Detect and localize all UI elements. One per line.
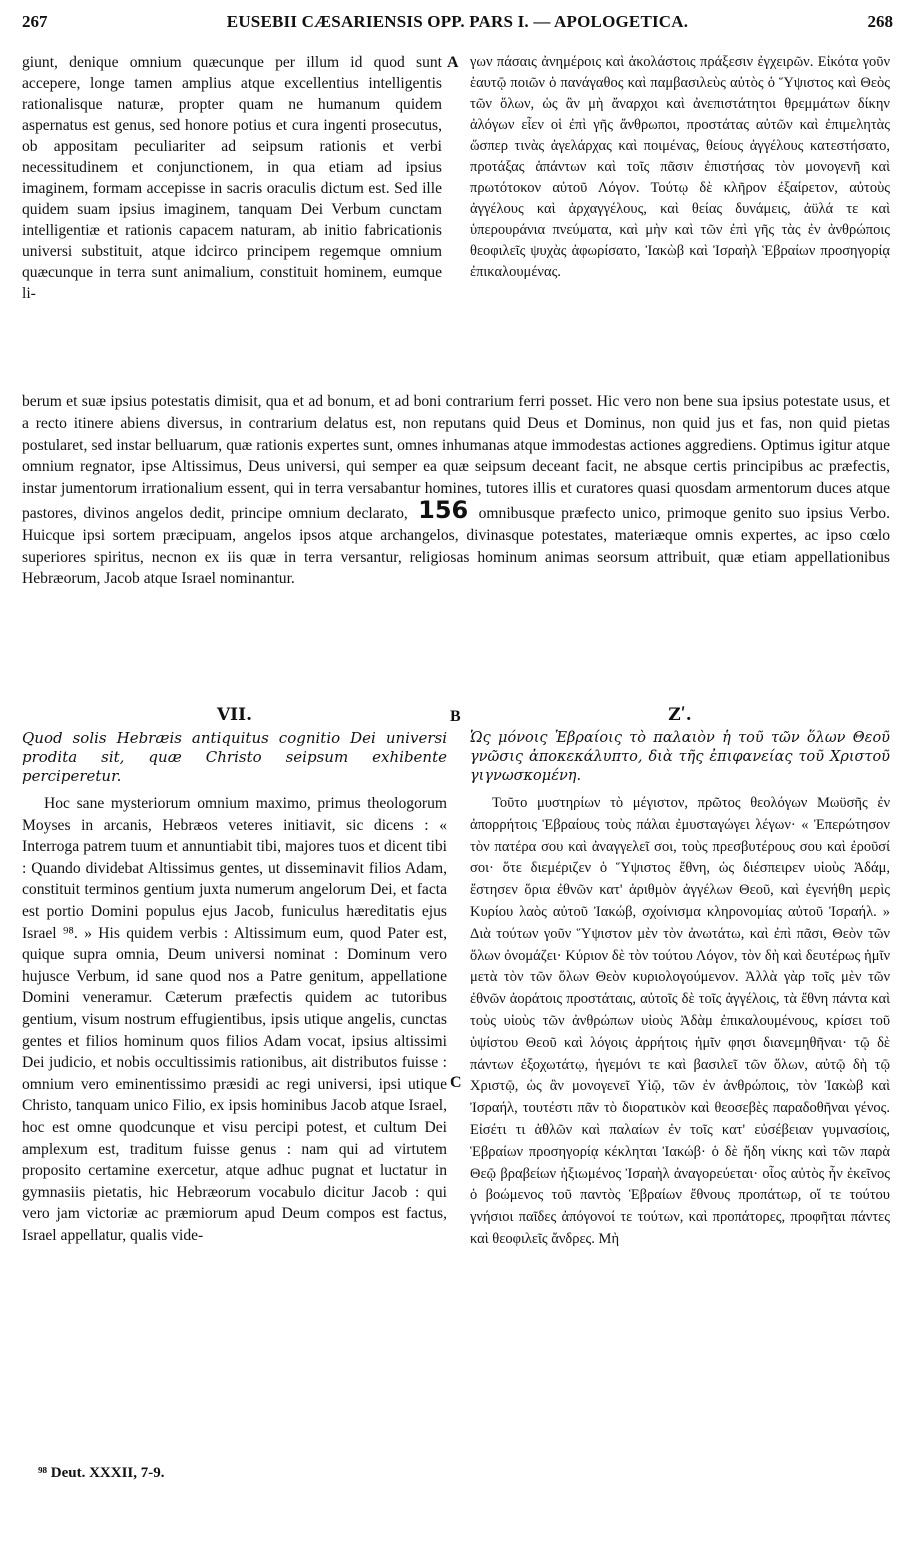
page-number-left: 267 — [22, 12, 48, 31]
running-title: EUSEBII CÆSARIENSIS OPP. PARS I. — APOLOGETICA. — [226, 12, 689, 31]
section-number: 156 — [418, 495, 469, 524]
chapter-argument-latin: Quod solis Hebræis antiquitus cognitio Dei universi prodita sit, quæ Christo seipsum exhibente perciperetur. — [22, 729, 447, 785]
footnote: ⁹⁸ Deut. XXXII, 7-9. — [38, 1465, 165, 1481]
running-head — [22, 12, 893, 38]
latin-column-bottom — [22, 793, 447, 1246]
chapter-number-greek: Ζʹ. — [668, 705, 692, 725]
margin-letter-c: C — [450, 1074, 462, 1091]
greek-column-bottom — [470, 793, 890, 1251]
chapter-heading-greek — [470, 705, 890, 786]
latin-full-width-text-2: omnibusque præfecto unico, primoque genito suo ipsius Verbo. Huicque ipsi sortem præcipuam, angelos ipsos atque archangelos, divinasque potestates, materiæque omnis expertes, ac ipso cœlo superiores spiritus, necnon ex iis quæ in terra versantur, religiosas hominum animas seorsum attribuit, quæ etiam appellationibus Hebræorum, Jacob atque Israel nominantur. — [22, 504, 890, 588]
margin-letter-a: A — [447, 54, 459, 71]
latin-full-width-paragraph — [22, 391, 890, 590]
greek-column-top: γων πάσαις ἀνημέροις καὶ ἀκολάστοις πράξεσιν ἐγχειρῶν. Εἰκότα γοῦν ἑαυτῷ ποιῶν ὁ πανάγαθος καὶ παμβασιλεὺς αὐτὸς ὁ Ὕψιστος καὶ Θεὸς τῶν ὅλων, ὡς ἂν μὴ ἄναρχοι καὶ ἀνεπιστάτητοι θρεμμάτων δίκην ἀλόγων εἶεν οἱ ἐπὶ γῆς ἄνθρωποι, προστάτας αὐτῶν καὶ ἐπιμελητὰς ὥσπερ τινὰς ἀγελάρχας καὶ ποιμένας, θείους ἀγγέλους κατεστήσατο, προτάξας ἁπάντων καὶ τοῖς πᾶσιν ἐπιστήσας τὸν μονογενῆ καὶ πρωτότοκον αὐτοῦ Λόγον. Τούτῳ δὲ κλῆρον ἐξαίρετον, αὐτοὺς ἀγγέλους καὶ ἀρχαγγέλους, καὶ θείας δυνάμεις, ἀϋλά τε καὶ ὑπερουράνια πνεύματα, καὶ μὴν καὶ τῶν ἐπὶ γῆς τὰς ἐν ἀνθρώποις θεοφιλεῖς ψυχὰς ἀφωρίσατο, Ἰακὼβ καὶ Ἰσραὴλ Ἑβραίων προσηγορίᾳ ἐπικαλουμένας. — [470, 54, 890, 280]
page-number-right: 268 — [867, 12, 893, 31]
chapter-heading-latin — [22, 705, 447, 786]
latin-full-width-text-1: berum et suæ ipsius potestatis dimisit, qua et ad bonum, et ad boni contrarium ferri posset. Hic vero non bene sua ipsius potestate usus, et a recto itinere abiens diversus, in contrarium delatus est, non reputans quid Deus et Dominus, non quid jus et fas, non quid pietas postularet, sed instar belluarum, quæ rationis expertes sunt, omnes inhumanas atque immodestas actiones aggrediens. Optimus igitur atque omnium regnator, ipse Altissimus, Deus universi, qui semper ea quæ seipsum deceant facit, ne absque certis principibus ac præfectis, instar jumentorum irrationalium essent, qui in terra versabantur homines, tutores illis et curatores quasi quosdam armentorum duces atque pastores, divinos angelos dedit, principe omnium declarato, — [22, 393, 890, 522]
latin-column-top: giunt, denique omnium quæcunque per illum id quod sunt accepere, longe tamen amplius atque excellentius intelligentis rationalisque naturæ, propter quam ne humanum quidem aspernatus est genus, sed honore potius et cura ingenti prosecutus, ob appositam peculiariter ad seipsum rationis et verbi necessitudinem et conjunctionem, in qua etiam ad ipsius imaginem, formam accepisse in sacris oraculis dictum est. Sed ille quidem suam ipsius imaginem, tanquam Dei Verbum cunctam intelligentiæ et rationis capacem naturam, ab initio fabricationis universi substituit, atque idcirco principem regemque omnium quæcunque in terra sunt animalium, constituit hominem, eumque li- — [22, 54, 442, 302]
chapter-argument-greek: Ὡς μόνοις Ἑβραίοις τὸ παλαιὸν ἡ τοῦ τῶν ὅλων Θεοῦ γνῶσις ἀποκεκάλυπτο, διὰ τῆς ἐπιφανείας τοῦ Χριστοῦ γιγνωσκομένη. — [470, 730, 890, 784]
margin-letter-b: B — [450, 708, 461, 725]
latin-paragraph: Hoc sane mysteriorum omnium maximo, primus theologorum Moyses in arcanis, Hebræos veteres initiavit, sic dicens : « Interroga patrem tuum et annuntiabit tibi, majores tuos et dicent tibi : Quando dividebat Altissimus gentes, ut disseminavit filios Adam, constituit terminos gentium juxta numerum angelorum Dei, et facta est portio Domini populus ejus Jacob, funiculus hæreditatis ejus Israel ⁹⁸. » His quidem verbis : Altissimum eum, quod Pater est, quique supra omnia, Deum universi nominat : Dominum vero hujusce Verbum, id sane quod nos a Patre genitum, appellatione Domini veneramur. Cæterum præfectis quidem ac tutoribus gentium, visum nostrum effugientibus, ipsis utique angelis, cunctas gentes et filios hominum quos filios Adam vocat, ipsius altissimi Dei judicio, et nobis occultissimis rationibus, ait distributos fuisse : omnium vero eminentissimo præsidi ac regi universi, ipsi utique Christo, tanquam unico Filio, ex ipsis hominibus Jacob atque Israel, hoc est omne quodcunque et visu percipi potest, et cultum Dei amplexum est, traditum fuisse genus : nam qui ad virtutem proposito certamine exercetur, atque adhuc pugnat et luctatur in gymnasiis pietatis, hic Hebræorum vocabulo dicitur Jacob : qui vero jam victoriæ ac præmiorum apud Deum compos est factus, Israel appellatur, qualis vide- — [22, 795, 447, 1244]
greek-paragraph: Τοῦτο μυστηρίων τὸ μέγιστον, πρῶτος θεολόγων Μωϋσῆς ἐν ἀπορρήτοις Ἑβραίους τοὺς πάλαι ἐμυσταγώγει λέγων· « Ἐπερώτησον τὸν πατέρα σου καὶ ἀναγγελεῖ σοι, τοὺς πρεσβυτέρους σου καὶ ἐροῦσί σοι· ὅτε διεμέριζεν ὁ Ὕψιστος ἔθνη, ὡς διέσπειρεν υἱοὺς Ἀδάμ, ἔστησεν ὅρια ἐθνῶν κατ' ἀριθμὸν ἀγγέλων Θεοῦ, καὶ ἐγενήθη μερὶς Κυρίου λαὸς αὐτοῦ Ἰακώβ, σχοίνισμα κληρονομίας αὐτοῦ Ἰσραήλ. » Διὰ τούτων γοῦν Ὕψιστον μὲν τὸν ἀνωτάτω, καὶ ἐπὶ πᾶσι, Θεὸν τῶν ὅλων ὀνομάζει· Κύριον δὲ τὸν τούτου Λόγον, τὸν δὴ καὶ δευτέρως ἡμῖν μετὰ τὸν τῶν ὅλων Θεὸν κυριολογούμενον. Ἀλλὰ γὰρ τοῖς μὲν τῶν ἐθνῶν ἀοράτοις προστάταις, αὐτοῖς δὲ τοῖς ἀγγέλοις, τὰ ἔθνη πάντα καὶ τοὺς υἱοὺς τῶν ἀνθρώπων υἱοὺς Ἀδὰμ ἐπικαλουμένους, κρίσει τοῦ ὑψίστου Θεοῦ καὶ λόγοις ἀρρήτοις ἡμῖν φησι διανεμηθῆναι· τῷ δὲ πάντων ἐξοχωτάτῳ, ἡγεμόνι τε καὶ βασιλεῖ τῶν ὅλων, αὐτῷ δὴ τῷ Χριστῷ, ὡς ἂν μονογενεῖ Υἱῷ, τῶν ἐν ἀνθρώποις, τὸν Ἰακὼβ καὶ Ἰσραήλ, τουτέστι πᾶν τὸ διορατικὸν καὶ θεοσεβὲς παραδοθῆναι γένος. Εἰσέτι τι ἀθλῶν καὶ παλαίων ἐν τοῖς κατ' εὐσέβειαν γυμνασίοις, Ἑβραίων προσηγορίᾳ κέκληται Ἰακώβ· ὁ δὲ ἤδη νίκης καὶ τῶν παρὰ Θεῷ βραβείων ἠξιωμένος Ἰσραὴλ ἀναγορεύεται· οἷος αὐτὸς ἦν ἐκεῖνος ὁ βοώμενος τοῦ παντὸς Ἑβραίων ἔθνους προπάτωρ, οἵ τε τούτου γνήσιοι παῖδες ἀπόγονοί τε τούτων, καὶ προπάτορες, προφῆται πάντες καὶ θεοφιλεῖς ἄνδρες. Μὴ — [470, 795, 890, 1247]
chapter-number-latin: VII. — [216, 705, 252, 725]
